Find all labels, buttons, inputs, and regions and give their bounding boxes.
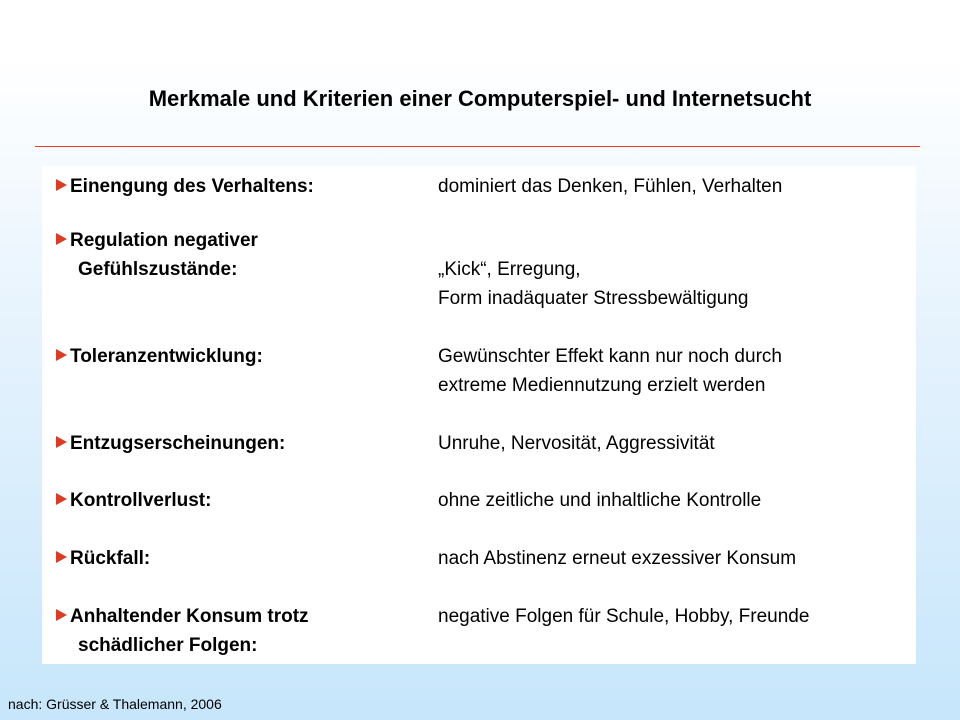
criteria-panel (42, 166, 916, 664)
criterion-term-continued: Gefühlszustände: (78, 259, 238, 280)
criterion-description: Unruhe, Nervosität, Aggressivität (438, 433, 715, 454)
arrow-bullet-icon (56, 551, 67, 563)
arrow-bullet-icon (56, 609, 67, 621)
arrow-bullet-icon (56, 233, 67, 245)
arrow-bullet-icon (56, 436, 67, 448)
criterion-term: Einengung des Verhaltens: (70, 176, 314, 197)
slide-title: Merkmale und Kriterien einer Computerspiel- und Internetsucht (148, 86, 812, 111)
arrow-bullet-icon (56, 349, 67, 361)
criterion-description: „Kick“, Erregung, (438, 259, 581, 280)
criterion-term: Entzugserscheinungen: (70, 433, 286, 454)
criterion-description: Gewünschter Effekt kann nur noch durch (438, 346, 782, 367)
source-citation: nach: Grüsser & Thalemann, 2006 (8, 696, 222, 712)
criterion-term: Rückfall: (70, 548, 151, 569)
criterion-term: Toleranzentwicklung: (70, 346, 263, 367)
criterion-description-continued: extreme Mediennutzung erzielt werden (438, 375, 766, 396)
criterion-description-continued: Form inadäquater Stressbewältigung (438, 288, 749, 309)
criterion-description: dominiert das Denken, Fühlen, Verhalten (438, 176, 783, 197)
criterion-description: negative Folgen für Schule, Hobby, Freunde (438, 606, 810, 627)
arrow-bullet-icon (56, 493, 67, 505)
criterion-term: Regulation negativer (70, 230, 258, 251)
title-divider (35, 146, 920, 147)
criterion-term-continued: schädlicher Folgen: (78, 635, 258, 656)
criterion-term: Anhaltender Konsum trotz (70, 606, 309, 627)
criterion-description: ohne zeitliche und inhaltliche Kontrolle (438, 490, 762, 511)
arrow-bullet-icon (56, 179, 67, 191)
criterion-term: Kontrollverlust: (70, 490, 212, 511)
criterion-description: nach Abstinenz erneut exzessiver Konsum (438, 548, 797, 569)
